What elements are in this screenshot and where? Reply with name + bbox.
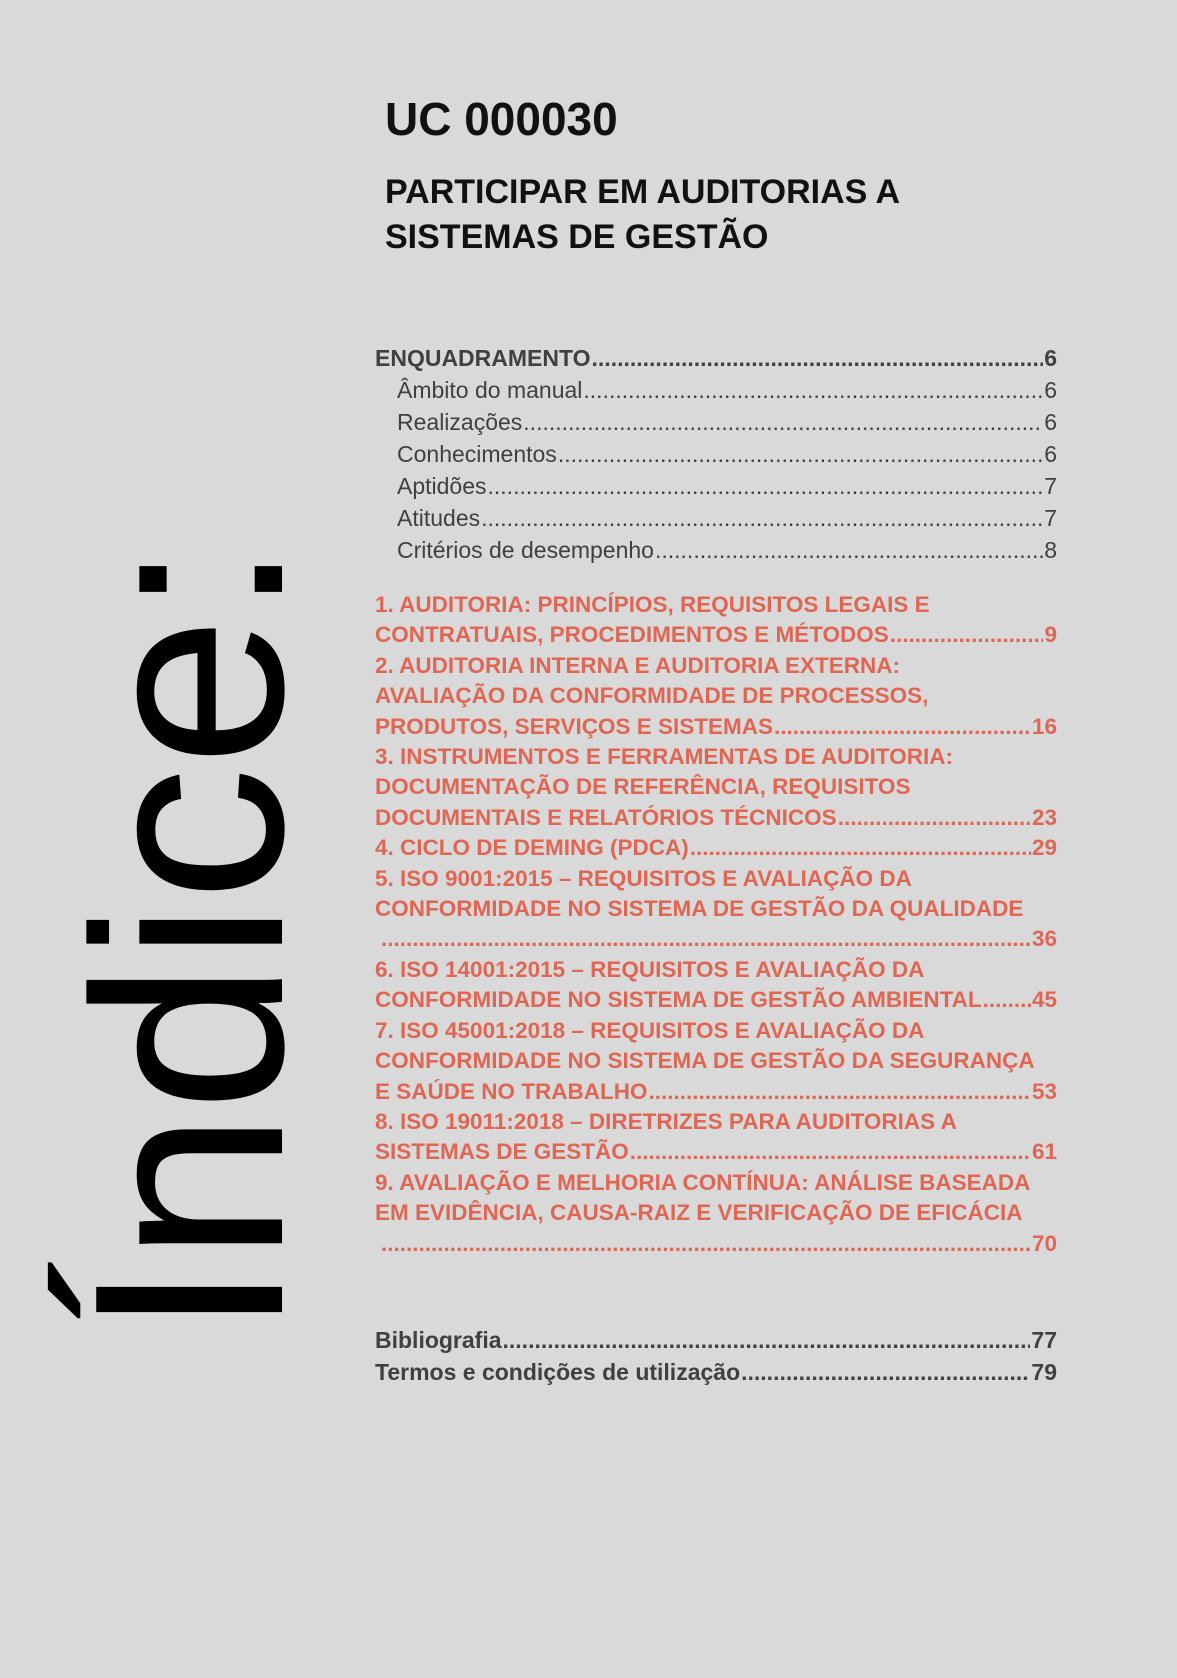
toc-chapter-line: EM EVIDÊNCIA, CAUSA-RAIZ E VERIFICAÇÃO DE EFICÁCIA (375, 1200, 1023, 1226)
toc-subentry[interactable] (375, 534, 1057, 566)
toc-chapter-line: 3. INSTRUMENTOS E FERRAMENTAS DE AUDITORIA: (375, 744, 953, 770)
unit-title (385, 170, 1065, 260)
toc-leader-dots (558, 438, 1043, 470)
toc-chapter-line: 7. ISO 45001:2018 – REQUISITOS E AVALIAÇÃO DA (375, 1017, 925, 1043)
toc-leader-dots (381, 1229, 1031, 1259)
toc-entry-label: CONFORMIDADE NO SISTEMA DE GESTÃO AMBIENTAL (375, 987, 982, 1013)
toc-leader-dots (488, 470, 1044, 502)
toc-chapter-entry[interactable] (375, 864, 1057, 955)
toc-subentry[interactable] (375, 438, 1057, 470)
toc-entry-enquadramento[interactable] (375, 342, 1057, 374)
toc-entry-page: 77 (1031, 1326, 1057, 1353)
toc-leader-dots (381, 924, 1031, 954)
toc-back-entry[interactable] (375, 1356, 1057, 1388)
toc-entry-page: 6 (1044, 409, 1057, 435)
toc-leader-dots (583, 374, 1043, 406)
toc-chapter-last-line (375, 924, 1057, 954)
toc-back-matter (375, 1324, 1057, 1388)
toc-chapter-last-line (375, 620, 1057, 650)
toc-entry-page: 8 (1044, 537, 1057, 563)
toc-entry-page: 53 (1031, 1078, 1057, 1104)
toc-leader-dots (630, 1137, 1031, 1167)
toc-chapter-entry[interactable] (375, 955, 1057, 1016)
toc-entry-page: 23 (1031, 804, 1057, 830)
toc-entry-label: Bibliografia (375, 1326, 502, 1353)
toc-entry-page: 9 (1044, 622, 1057, 648)
toc-chapter-last-line (375, 1077, 1057, 1107)
toc-chapter-entry[interactable] (375, 833, 1057, 863)
toc-chapter-entry[interactable] (375, 1107, 1057, 1168)
toc-chapter-last-line (375, 833, 1057, 863)
toc-chapter-line: 8. ISO 19011:2018 – DIRETRIZES PARA AUDITORIAS A (375, 1108, 957, 1134)
toc-entry-page: 6 (1044, 441, 1057, 467)
toc-chapter-line: DOCUMENTAÇÃO DE REFERÊNCIA, REQUISITOS (375, 774, 911, 800)
toc-chapter-entry[interactable] (375, 1016, 1057, 1107)
toc-leader-dots (890, 620, 1044, 650)
toc-chapter-entry[interactable] (375, 590, 1057, 651)
toc-chapter-entry[interactable] (375, 651, 1057, 742)
toc-leader-dots (503, 1324, 1031, 1356)
toc-entry-page: 45 (1031, 987, 1057, 1013)
toc-entry-label: Aptidões (397, 473, 487, 499)
toc-entry-label: PRODUTOS, SERVIÇOS E SISTEMAS (375, 713, 774, 739)
toc-entry-label: DOCUMENTAIS E RELATÓRIOS TÉCNICOS (375, 804, 837, 830)
toc-chapter-line: CONFORMIDADE NO SISTEMA DE GESTÃO DA SEGURANÇA (375, 1048, 1035, 1074)
unit-code: UC 000030 (385, 93, 618, 145)
toc-chapter-last-line (375, 712, 1057, 742)
toc-entry-label: Âmbito do manual (397, 377, 583, 403)
toc-subitems (375, 374, 1057, 566)
toc-leader-dots (481, 502, 1043, 534)
document-header (385, 92, 1065, 260)
index-side-title-text: Índice: (39, 541, 340, 1337)
toc-entry-label: SISTEMAS DE GESTÃO (375, 1139, 629, 1165)
toc-subentry[interactable] (375, 406, 1057, 438)
toc-entry-page: 7 (1044, 505, 1057, 531)
toc-subentry[interactable] (375, 374, 1057, 406)
toc-entry-page: 29 (1031, 835, 1057, 861)
toc-chapter-line: CONFORMIDADE NO SISTEMA DE GESTÃO DA QUALIDADE (375, 896, 1024, 922)
toc-chapter-line: 1. AUDITORIA: PRINCÍPIOS, REQUISITOS LEGAIS E (375, 592, 930, 617)
toc-entry-page: 36 (1031, 926, 1057, 952)
toc-chapter-last-line (375, 803, 1057, 833)
toc-leader-dots (983, 985, 1031, 1015)
toc-chapter-line: 5. ISO 9001:2015 – REQUISITOS E AVALIAÇÃO DA (375, 865, 912, 891)
toc-leader-dots (741, 1356, 1030, 1388)
toc-entry-page: 16 (1031, 713, 1057, 739)
toc-leader-dots (838, 803, 1031, 833)
toc-entry-label: E SAÚDE NO TRABALHO (375, 1078, 648, 1104)
toc-chapter-line: 6. ISO 14001:2015 – REQUISITOS E AVALIAÇÃO DA (375, 956, 925, 982)
toc-leader-dots (649, 1077, 1031, 1107)
unit-title-line: PARTICIPAR EM AUDITORIAS A (385, 173, 901, 211)
toc-entry-page: 6 (1044, 345, 1057, 371)
toc-chapter-entry[interactable] (375, 742, 1057, 833)
toc-entry-label: Realizações (397, 409, 523, 435)
toc-leader-dots (774, 712, 1031, 742)
toc-entry-label: Conhecimentos (397, 441, 557, 467)
toc-chapter-last-line (375, 1229, 1057, 1259)
toc-leader-dots (592, 342, 1044, 374)
toc-entry-label: Atitudes (397, 505, 481, 531)
toc-subentry[interactable] (375, 470, 1057, 502)
toc-leader-dots (523, 406, 1043, 438)
toc-entry-label: CONTRATUAIS, PROCEDIMENTOS E MÉTODOS (375, 622, 889, 648)
toc-leader-dots (690, 833, 1031, 863)
toc-entry-label: 4. CICLO DE DEMING (PDCA) (375, 835, 689, 861)
toc-entry-label: Critérios de desempenho (397, 537, 654, 563)
toc-chapters (375, 590, 1057, 1259)
toc-entry-page: 61 (1031, 1139, 1057, 1165)
toc-entry-page: 6 (1044, 377, 1057, 403)
toc-chapter-last-line (375, 1137, 1057, 1167)
toc-chapter-entry[interactable] (375, 1168, 1057, 1259)
toc-entry-page: 7 (1044, 473, 1057, 499)
toc-entry-label: Termos e condições de utilização (375, 1358, 741, 1385)
toc-chapter-last-line (375, 985, 1057, 1015)
toc-chapter-line: AVALIAÇÃO DA CONFORMIDADE DE PROCESSOS, (375, 683, 929, 709)
toc-chapter-line: 9. AVALIAÇÃO E MELHORIA CONTÍNUA: ANÁLISE BASEADA (375, 1169, 1031, 1195)
toc-back-entry[interactable] (375, 1324, 1057, 1356)
table-of-contents (375, 342, 1057, 1388)
toc-subentry[interactable] (375, 502, 1057, 534)
toc-leader-dots (655, 534, 1043, 566)
toc-entry-page: 79 (1031, 1358, 1057, 1385)
toc-entry-label: ENQUADRAMENTO (375, 345, 591, 371)
toc-entry-page: 70 (1031, 1230, 1057, 1256)
toc-chapter-line: 2. AUDITORIA INTERNA E AUDITORIA EXTERNA: (375, 652, 901, 678)
unit-title-line: SISTEMAS DE GESTÃO (385, 218, 769, 256)
